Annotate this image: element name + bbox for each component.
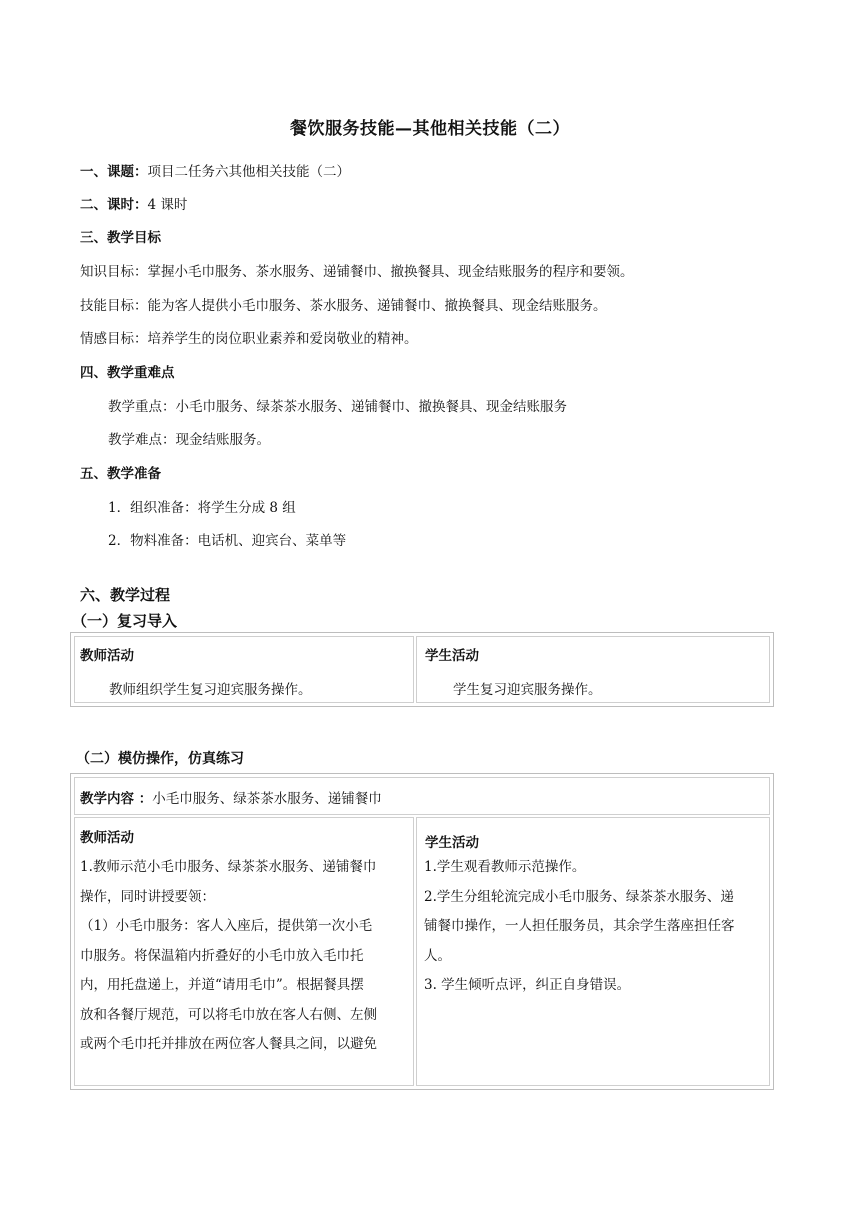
imitation-table [70, 773, 774, 1090]
key-points-heading: 四、教学重难点 [80, 365, 175, 381]
class-hours-line [80, 193, 187, 213]
teacher-text-line: 内，用托盘递上，并道“请用毛巾”。根据餐具摆 [80, 977, 364, 993]
student-text-line: 3. 学生倾听点评，纠正自身错误。 [424, 977, 631, 993]
teaching-content-line [80, 787, 382, 807]
student-text-line: 铺餐巾操作，一人担任服务员，其余学生落座担任客 [424, 918, 735, 934]
teacher-text-line: 操作，同时讲授要领： [80, 888, 215, 905]
difficult-point: 教学难点：现金结账服务。 [108, 432, 270, 448]
class-hours-value: 4 课时 [147, 197, 188, 213]
goal-knowledge: 知识目标：掌握小毛巾服务、茶水服务、递铺餐巾、撤换餐具、现金结账服务的程序和要领。 [80, 264, 634, 280]
teaching-process-heading: 六、教学过程 [80, 586, 171, 604]
teacher-text-line: （1）小毛巾服务：客人入座后，提供第一次小毛 [80, 918, 373, 934]
review-section-heading: （一）复习导入 [72, 612, 178, 630]
imitation-student-header: 学生活动 [425, 835, 479, 851]
teacher-text-line: 或两个毛巾托并排放在两位客人餐具之间，以避免 [80, 1036, 377, 1052]
class-hours-label: 二、课时： [80, 197, 148, 213]
student-text-line: 1.学生观看教师示范操作。 [424, 859, 586, 875]
imitation-section-heading: （二）模仿操作，仿真练习 [76, 751, 244, 767]
student-text-line: 2.学生分组轮流完成小毛巾服务、绿茶茶水服务、递 [424, 888, 734, 905]
imitation-teacher-header: 教师活动 [80, 830, 134, 846]
imitation-teacher-text [80, 853, 412, 1060]
student-text-line: 人。 [424, 947, 451, 964]
teacher-text-line: 巾服务。将保温箱内折叠好的小毛巾放入毛巾托 [80, 947, 364, 964]
teaching-content-value: 小毛巾服务、绿茶茶水服务、递铺餐巾 [152, 791, 382, 807]
review-teacher-text: 教师组织学生复习迎宾服务操作。 [109, 682, 312, 698]
teacher-text-line: 放和各餐厅规范，可以将毛巾放在客人右侧、左侧 [80, 1006, 377, 1023]
teacher-text-line: 1.教师示范小毛巾服务、绿茶茶水服务、递铺餐巾 [80, 859, 377, 875]
review-teacher-header: 教师活动 [80, 648, 134, 664]
document-title: 餐饮服务技能—其他相关技能（二） [290, 119, 570, 139]
lesson-topic-value: 项目二任务六其他相关技能（二） [147, 164, 350, 180]
lesson-topic-label: 一、课题： [80, 164, 148, 180]
review-table [70, 632, 774, 707]
review-student-header: 学生活动 [425, 648, 479, 664]
key-point: 教学重点：小毛巾服务、绿茶茶水服务、递铺餐巾、撤换餐具、现金结账服务 [108, 399, 567, 415]
teaching-goals-heading: 三、教学目标 [80, 230, 161, 246]
preparation-heading: 五、教学准备 [80, 466, 161, 482]
goal-attitude: 情感目标：培养学生的岗位职业素养和爱岗敬业的精神。 [80, 331, 418, 347]
teaching-content-label: 教学内容 ： [80, 791, 153, 807]
preparation-materials: 2．物料准备：电话机、迎宾台、菜单等 [108, 533, 347, 549]
preparation-organization: 1．组织准备：将学生分成 8 组 [108, 500, 296, 516]
review-student-text: 学生复习迎宾服务操作。 [453, 682, 602, 698]
goal-skill: 技能目标：能为客人提供小毛巾服务、茶水服务、递铺餐巾、撤换餐具、现金结账服务。 [80, 298, 607, 314]
imitation-student-text [424, 853, 770, 1001]
lesson-topic-line [80, 160, 350, 180]
